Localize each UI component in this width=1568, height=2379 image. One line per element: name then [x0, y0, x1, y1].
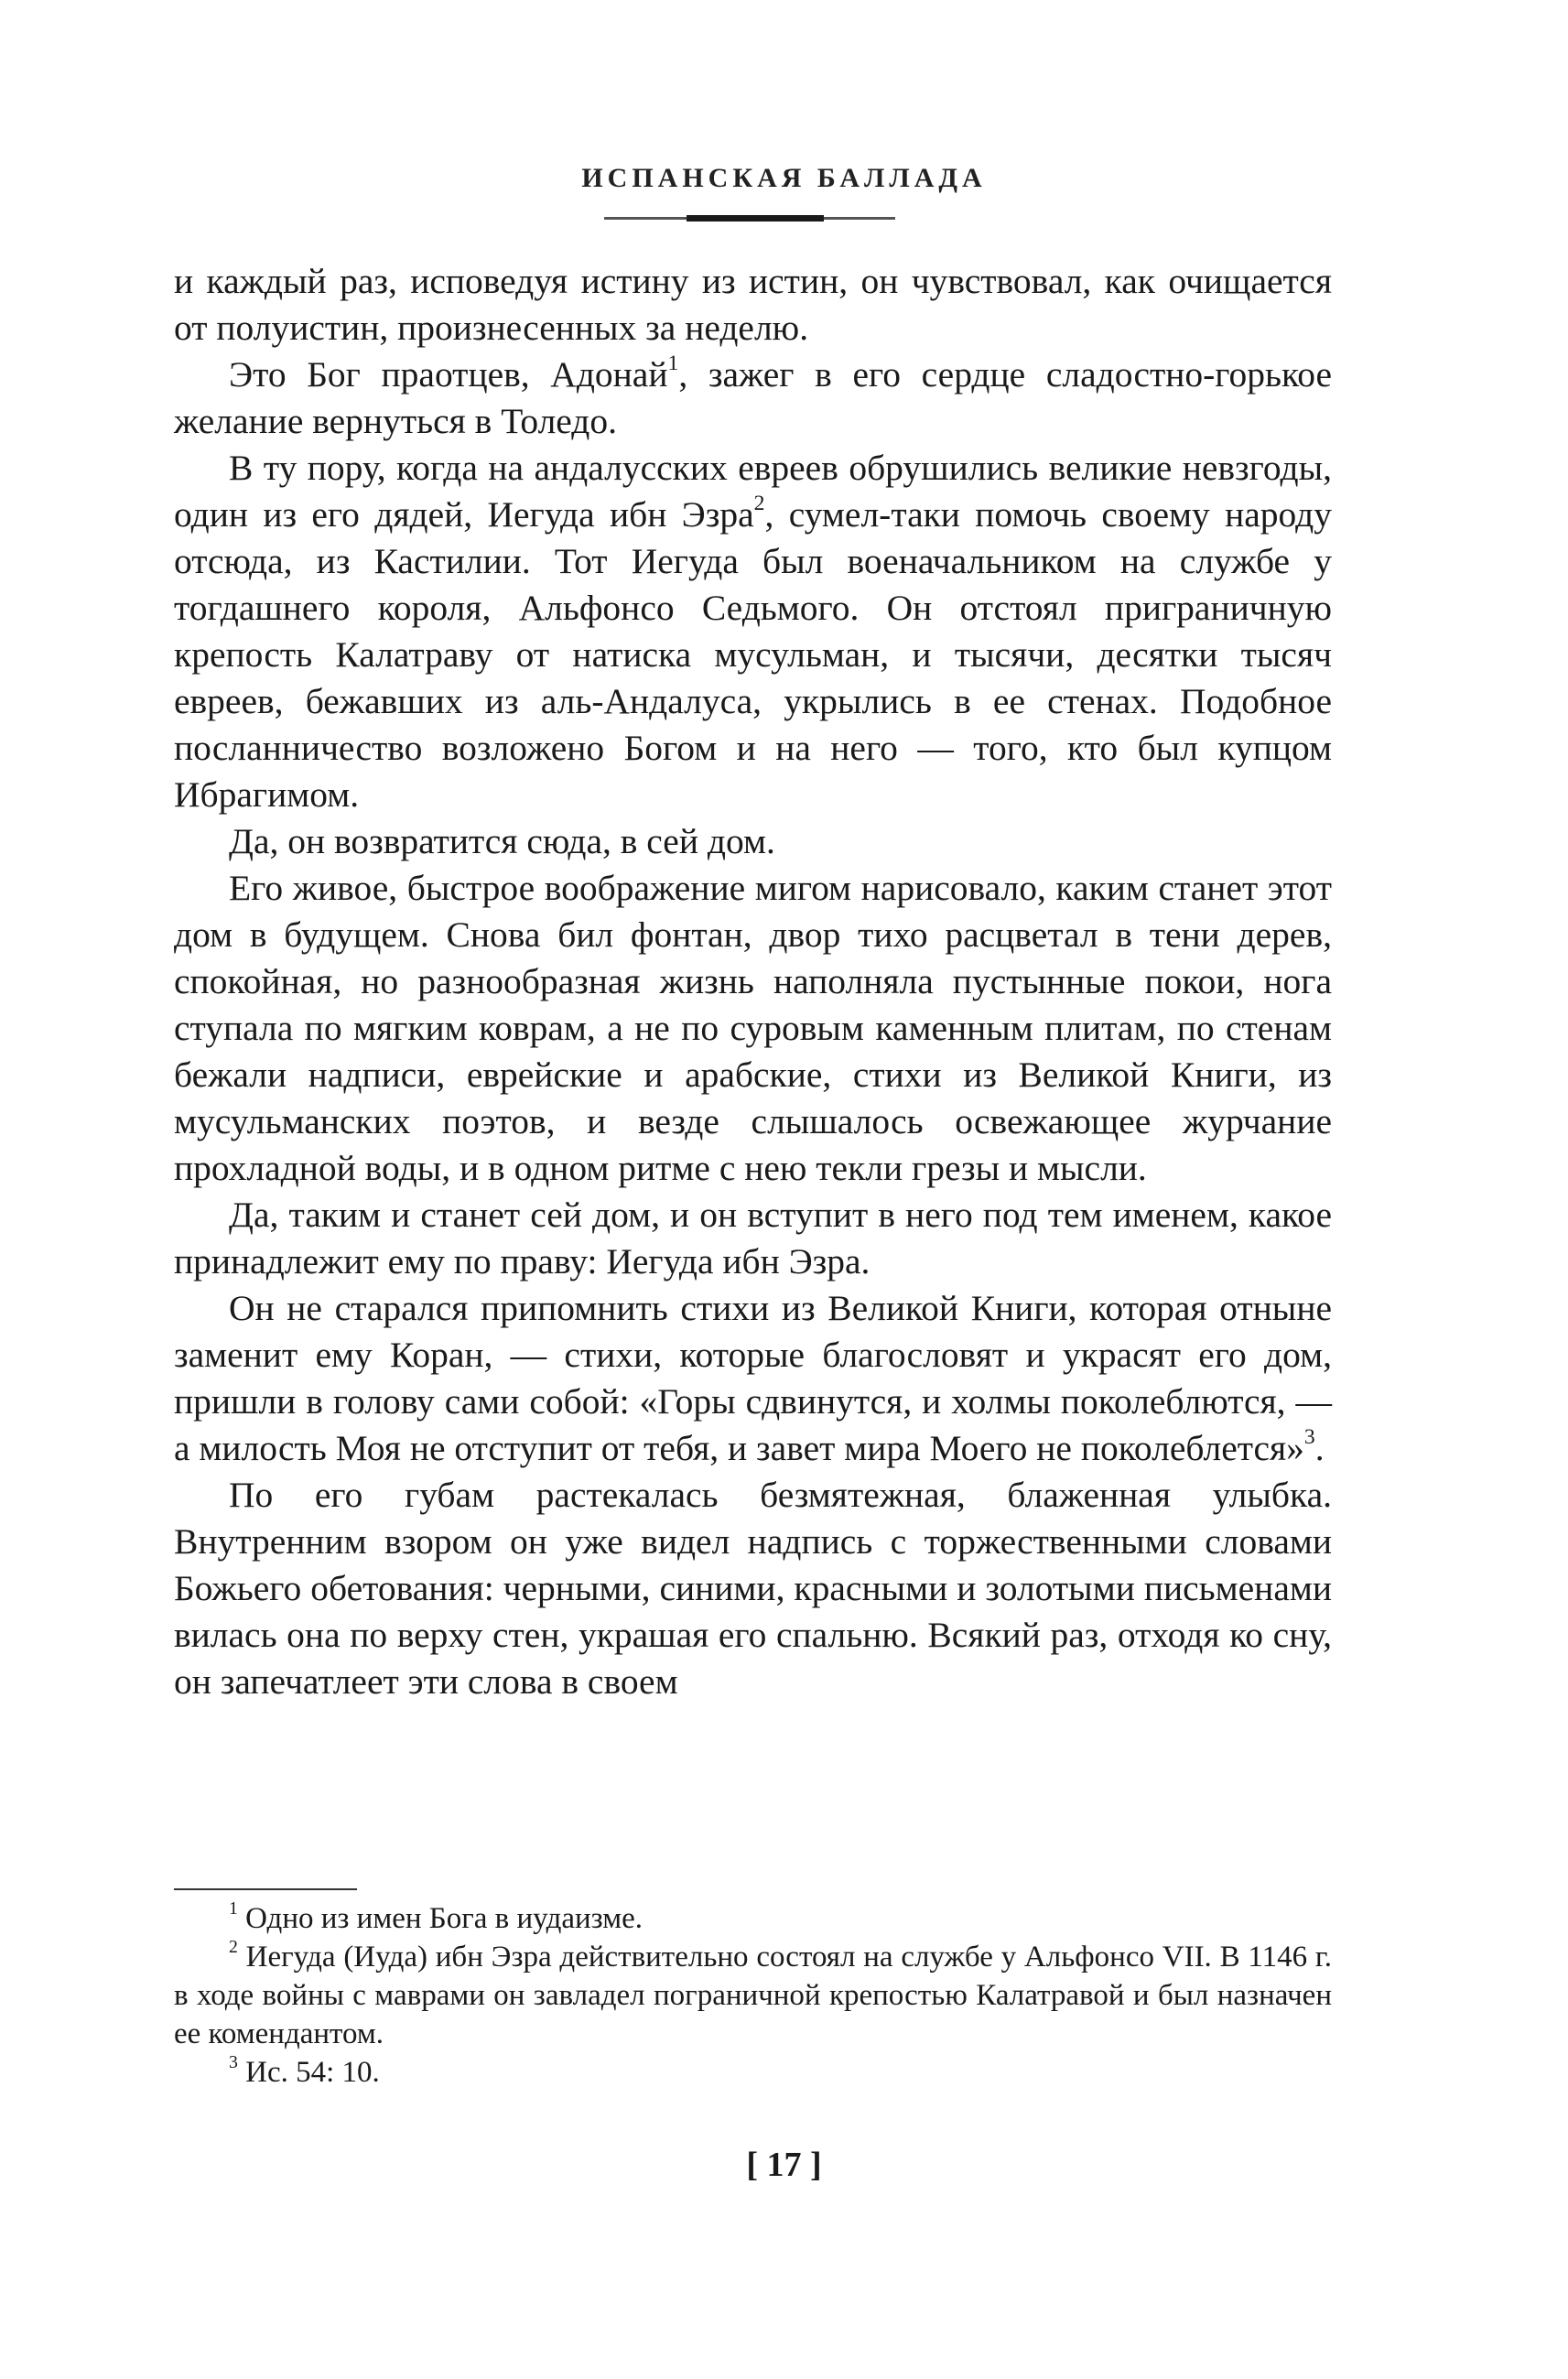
paragraph: По его губам растекалась безмятежная, блаженная улыбка. Внутренним взором он уже видел надпись с торжественными словами Божьего обетования: черными, синими, красными и золотыми письменами вилась она по верху стен, украшая его спальню. Всякий раз, отходя ко сну, он запечатлеет эти слова в своем [174, 1475, 1332, 1702]
header-rule-accent [687, 215, 824, 222]
footnote-text: Ис. 54: 10. [237, 2056, 380, 2089]
footnote-mark: 1 [229, 1898, 238, 1919]
paragraph [174, 445, 1332, 818]
body-text [174, 258, 1332, 1705]
paragraph: Да, таким и станет сей дом, и он вступит в него под тем именем, какое принадлежит ему по праву: Иегуда ибн Эзра. [174, 1195, 1332, 1281]
footnotes [174, 1899, 1332, 2092]
footnote-rule [174, 1888, 357, 1890]
footnote-ref: 1 [667, 351, 679, 376]
paragraph-text: В ту пору, когда на андалусских евреев обрушились великие невзгоды, один из его дядей, Иегуда ибн Эзра [174, 448, 1332, 535]
footnote-text: Иегуда (Иуда) ибн Эзра действительно состоял на службе у Альфонсо VII. В 1146 г. в ходе войны с маврами он завладел пограничной крепостью Калатравой и был назначен ее комендантом. [174, 1941, 1332, 2050]
paragraph-text: Это Бог праотцев, Адонай [229, 354, 668, 395]
paragraph: и каждый раз, исповедуя истину из истин, он чувствовал, как очищается от полуистин, произнесенных за неделю. [174, 261, 1332, 348]
footnote [174, 1899, 1332, 1938]
footnote [174, 2053, 1332, 2092]
page-number: [ 17 ] [746, 2146, 822, 2184]
running-head: ИСПАНСКАЯ БАЛЛАДА [581, 163, 987, 193]
paragraph-text: . [1314, 1428, 1325, 1468]
paragraph-text: , зажег в его сердце сладостно-горькое желание вернуться в Толедо. [174, 354, 1332, 441]
footnote [174, 1938, 1332, 2053]
paragraph-text: , сумел-таки помочь своему народу отсюда, из Кастилии. Тот Иегуда был военачальником на службе у тогдашнего короля, Альфонсо Седьмого. Он отстоял приграничную крепость Калатраву от натиска мусульман, и тысячи, десятки тысяч евреев, бежавших из аль-Андалуса, укрылись в ее стенах. Подобное посланничество возложено Богом и на него — того, кто был купцом Ибрагимом. [174, 494, 1332, 815]
paragraph: Его живое, быстрое воображение мигом нарисовало, каким станет этот дом в будущем. Снова бил фонтан, двор тихо расцветал в тени дерев, спокойная, но разнообразная жизнь наполняла пустынные покои, нога ступала по мягким коврам, а не по суровым каменным плитам, по стенам бежали надписи, еврейские и арабские, стихи из Великой Книги, из мусульманских поэтов, и везде слышалось освежающее журчание прохладной воды, и в одном ритме с нею текли грезы и мысли. [174, 868, 1332, 1188]
paragraph [174, 1285, 1332, 1472]
footnote-mark: 2 [229, 1937, 238, 1958]
footnote-text: Одно из имен Бога в иудаизме. [237, 1902, 643, 1935]
paragraph-text: Он не старался припомнить стихи из Великой Книги, которая отныне заменит ему Коран, — стихи, которые благословят и украсят его дом, пришли в голову сами собой: «Горы сдвинутся, и холмы поколеблются, — а милость Моя не отступит от тебя, и завет мира Моего не поколеблется» [174, 1288, 1332, 1468]
paragraph: Да, он возвратится сюда, в сей дом. [229, 821, 775, 861]
footnote-mark: 3 [229, 2052, 238, 2073]
footnote-ref: 2 [753, 492, 765, 516]
paragraph [174, 351, 1332, 445]
footnote-ref: 3 [1303, 1425, 1315, 1450]
